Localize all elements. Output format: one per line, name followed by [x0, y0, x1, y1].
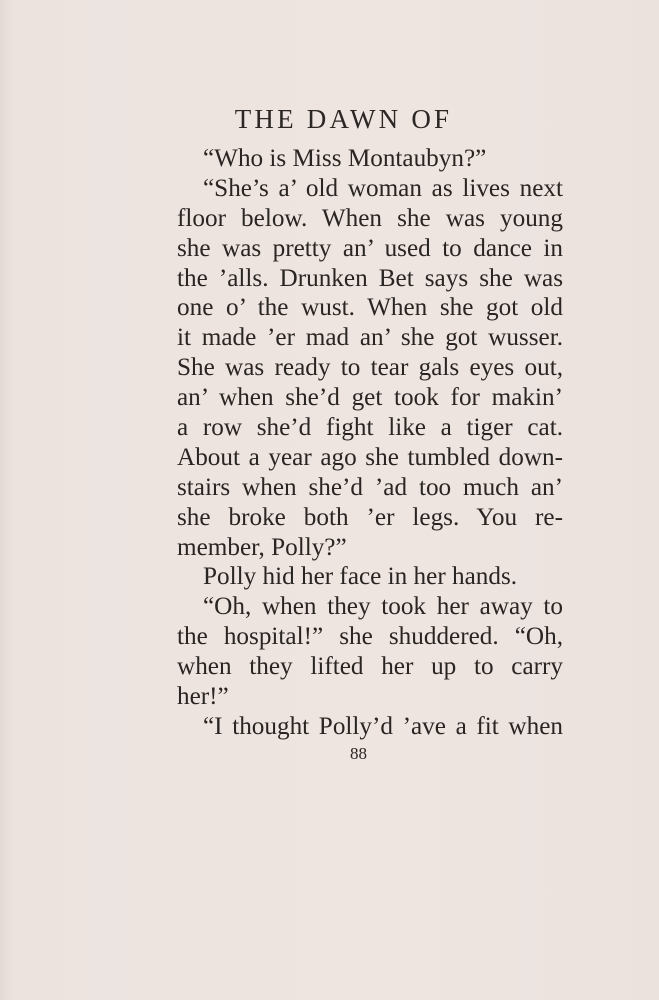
body-text — [177, 144, 563, 742]
text-line: stairs when she’d ’ad too much an’ — [177, 473, 563, 501]
text-line: the ’alls. Drunken Bet says she was — [177, 264, 563, 292]
text-line: Polly hid her face in her hands. — [203, 563, 518, 591]
text-line: floor below. When she was young — [177, 204, 563, 232]
text-line: she was pretty an’ used to dance in — [177, 234, 563, 262]
text-line: she broke both ’er legs. You re- — [177, 503, 563, 531]
text-line: an’ when she’d get took for makin’ — [177, 384, 563, 412]
text-line: “Oh, when they took her away to — [203, 593, 563, 621]
text-line: when they lifted her up to carry — [177, 653, 563, 681]
running-head: THE DAWN OF — [234, 104, 453, 134]
text-line: it made ’er mad an’ she got wusser. — [177, 324, 563, 352]
text-line: “I thought Polly’d ’ave a fit when — [203, 712, 563, 740]
text-line: her!” — [177, 683, 229, 711]
text-line: the hospital!” she shuddered. “Oh, — [177, 623, 563, 651]
text-line: She was ready to tear gals eyes out, — [177, 354, 563, 382]
text-line: member, Polly?” — [177, 533, 347, 561]
text-line: “Who is Miss Montaubyn?” — [203, 145, 487, 172]
text-line: About a year ago she tumbled down- — [177, 443, 563, 471]
text-line: “She’s a’ old woman as lives next — [203, 174, 563, 202]
text-line: one o’ the wust. When she got old — [177, 294, 563, 322]
text-line: a row she’d fight like a tiger cat. — [177, 414, 563, 442]
page-number: 88 — [350, 744, 367, 763]
